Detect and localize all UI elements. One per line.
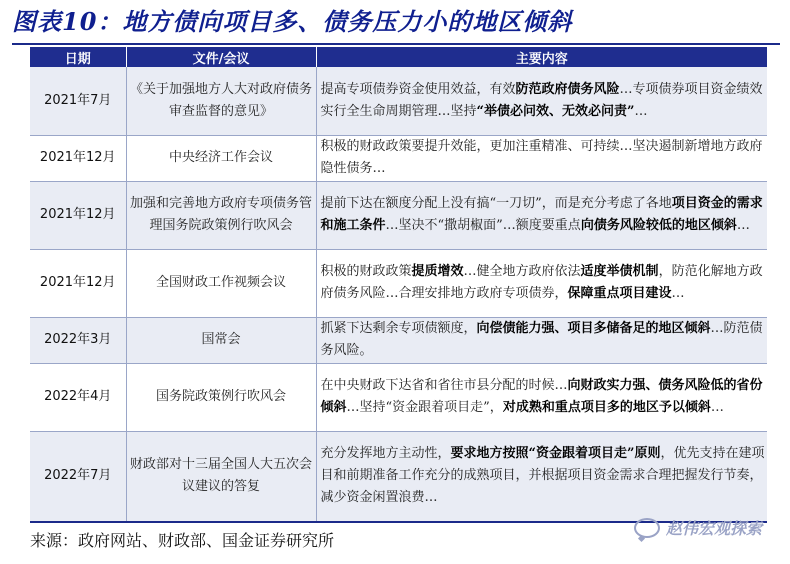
row-document: 《关于加强地方人大对政府债务审查监督的意见》 [126,67,316,135]
content-text: 抓紧下达剩余专项债额度， [320,321,477,336]
row-date: 2022年4月 [30,363,126,431]
emphasis-text: 提质增效 [411,264,464,279]
table-row [30,363,767,431]
wechat-icon [634,518,660,538]
watermark-text: 赵伟宏观探索 [665,519,762,538]
content-text: …健全地方政府依法 [463,264,581,279]
row-date: 2021年7月 [30,67,126,135]
row-content [316,431,767,521]
content-text: …防范债务风险。 [320,321,763,358]
row-document: 国务院政策例行吹风会 [126,363,316,431]
source-note: 来源：政府网站、财政部、国金证券研究所 [30,531,335,550]
row-document: 财政部对十三届全国人大五次会议建议的答复 [126,431,316,521]
row-date: 2021年12月 [30,181,126,249]
emphasis-text: 要求地方按照“资金跟着项目走”原则 [450,446,661,461]
table-row [30,249,767,317]
emphasis-text: 对成熟和重点项目多的地区予以倾斜 [502,400,711,415]
emphasis-text: 向偿债能力强、项目多储备足的地区倾斜 [476,321,711,336]
emphasis-text: 项目资金的需求和施工条件 [320,196,763,233]
content-text: …坚决不“撒胡椒面”…额度要重点 [385,218,581,233]
watermark [634,516,762,539]
content-text: …专项债券项目资金绩效实行全生命周期管理…坚持 [320,81,763,119]
row-date: 2022年7月 [30,431,126,521]
row-date: 2021年12月 [30,135,126,181]
row-document: 加强和完善地方政府专项债务管理国务院政策例行吹风会 [126,181,316,249]
title-divider [12,43,780,45]
row-content [316,135,767,181]
table-header-row [30,47,767,67]
header-date: 日期 [30,47,126,67]
emphasis-text: 保障重点项目建设 [567,286,672,301]
content-text: 积极的财政政策要提升效能，更加注重精准、可持续…坚决遏制新增地方政府隐性债务… [320,139,763,176]
row-content [316,67,767,135]
row-date: 2022年3月 [30,317,126,363]
table-row [30,431,767,521]
emphasis-text: 防范政府债务风险 [515,81,620,97]
content-text: … [710,400,724,415]
emphasis-text: 适度举债机制 [580,264,659,279]
row-document: 国常会 [126,317,316,363]
content-text: 充分发挥地方主动性， [320,446,451,461]
emphasis-text: “举债必问效、无效必问责” [476,103,635,119]
figure-title: 图表10：地方债向项目多、债务压力小的地区倾斜 [12,7,573,36]
policy-table [30,47,767,522]
emphasis-text: 向债务风险较低的地区倾斜 [580,218,737,233]
emphasis-text: 向财政实力强、债务风险低的省份倾斜 [320,378,763,415]
row-content [316,249,767,317]
row-document: 中央经济工作会议 [126,135,316,181]
content-text: … [736,218,750,233]
content-text: … [634,103,648,119]
content-text: 积极的财政政策 [320,264,412,279]
content-text: …坚持“资金跟着项目走”， [346,400,503,415]
row-content [316,363,767,431]
content-text: 在中央财政下达省和省往市县分配的时候… [320,378,568,393]
row-content [316,181,767,249]
row-content [316,317,767,363]
table-body [30,67,767,521]
header-content: 主要内容 [316,47,767,67]
table-row [30,181,767,249]
header-document: 文件/会议 [126,47,316,67]
table-row [30,135,767,181]
content-text: ，优先支持在建项目和前期准备工作充分的成熟项目，并根据项目资金需求合理把握发行节奏，减少资金闲置浪费… [320,446,765,505]
content-text: ，防范化解地方政府债务风险…合理安排地方政府专项债券， [320,264,763,301]
content-text: 提前下达在额度分配上没有搞“一刀切”，而是充分考虑了各地 [320,196,672,211]
row-date: 2021年12月 [30,249,126,317]
row-document: 全国财政工作视频会议 [126,249,316,317]
content-text: … [671,286,685,301]
table-row [30,67,767,135]
table-row [30,317,767,363]
content-text: 提高专项债券资金使用效益，有效 [320,81,516,97]
